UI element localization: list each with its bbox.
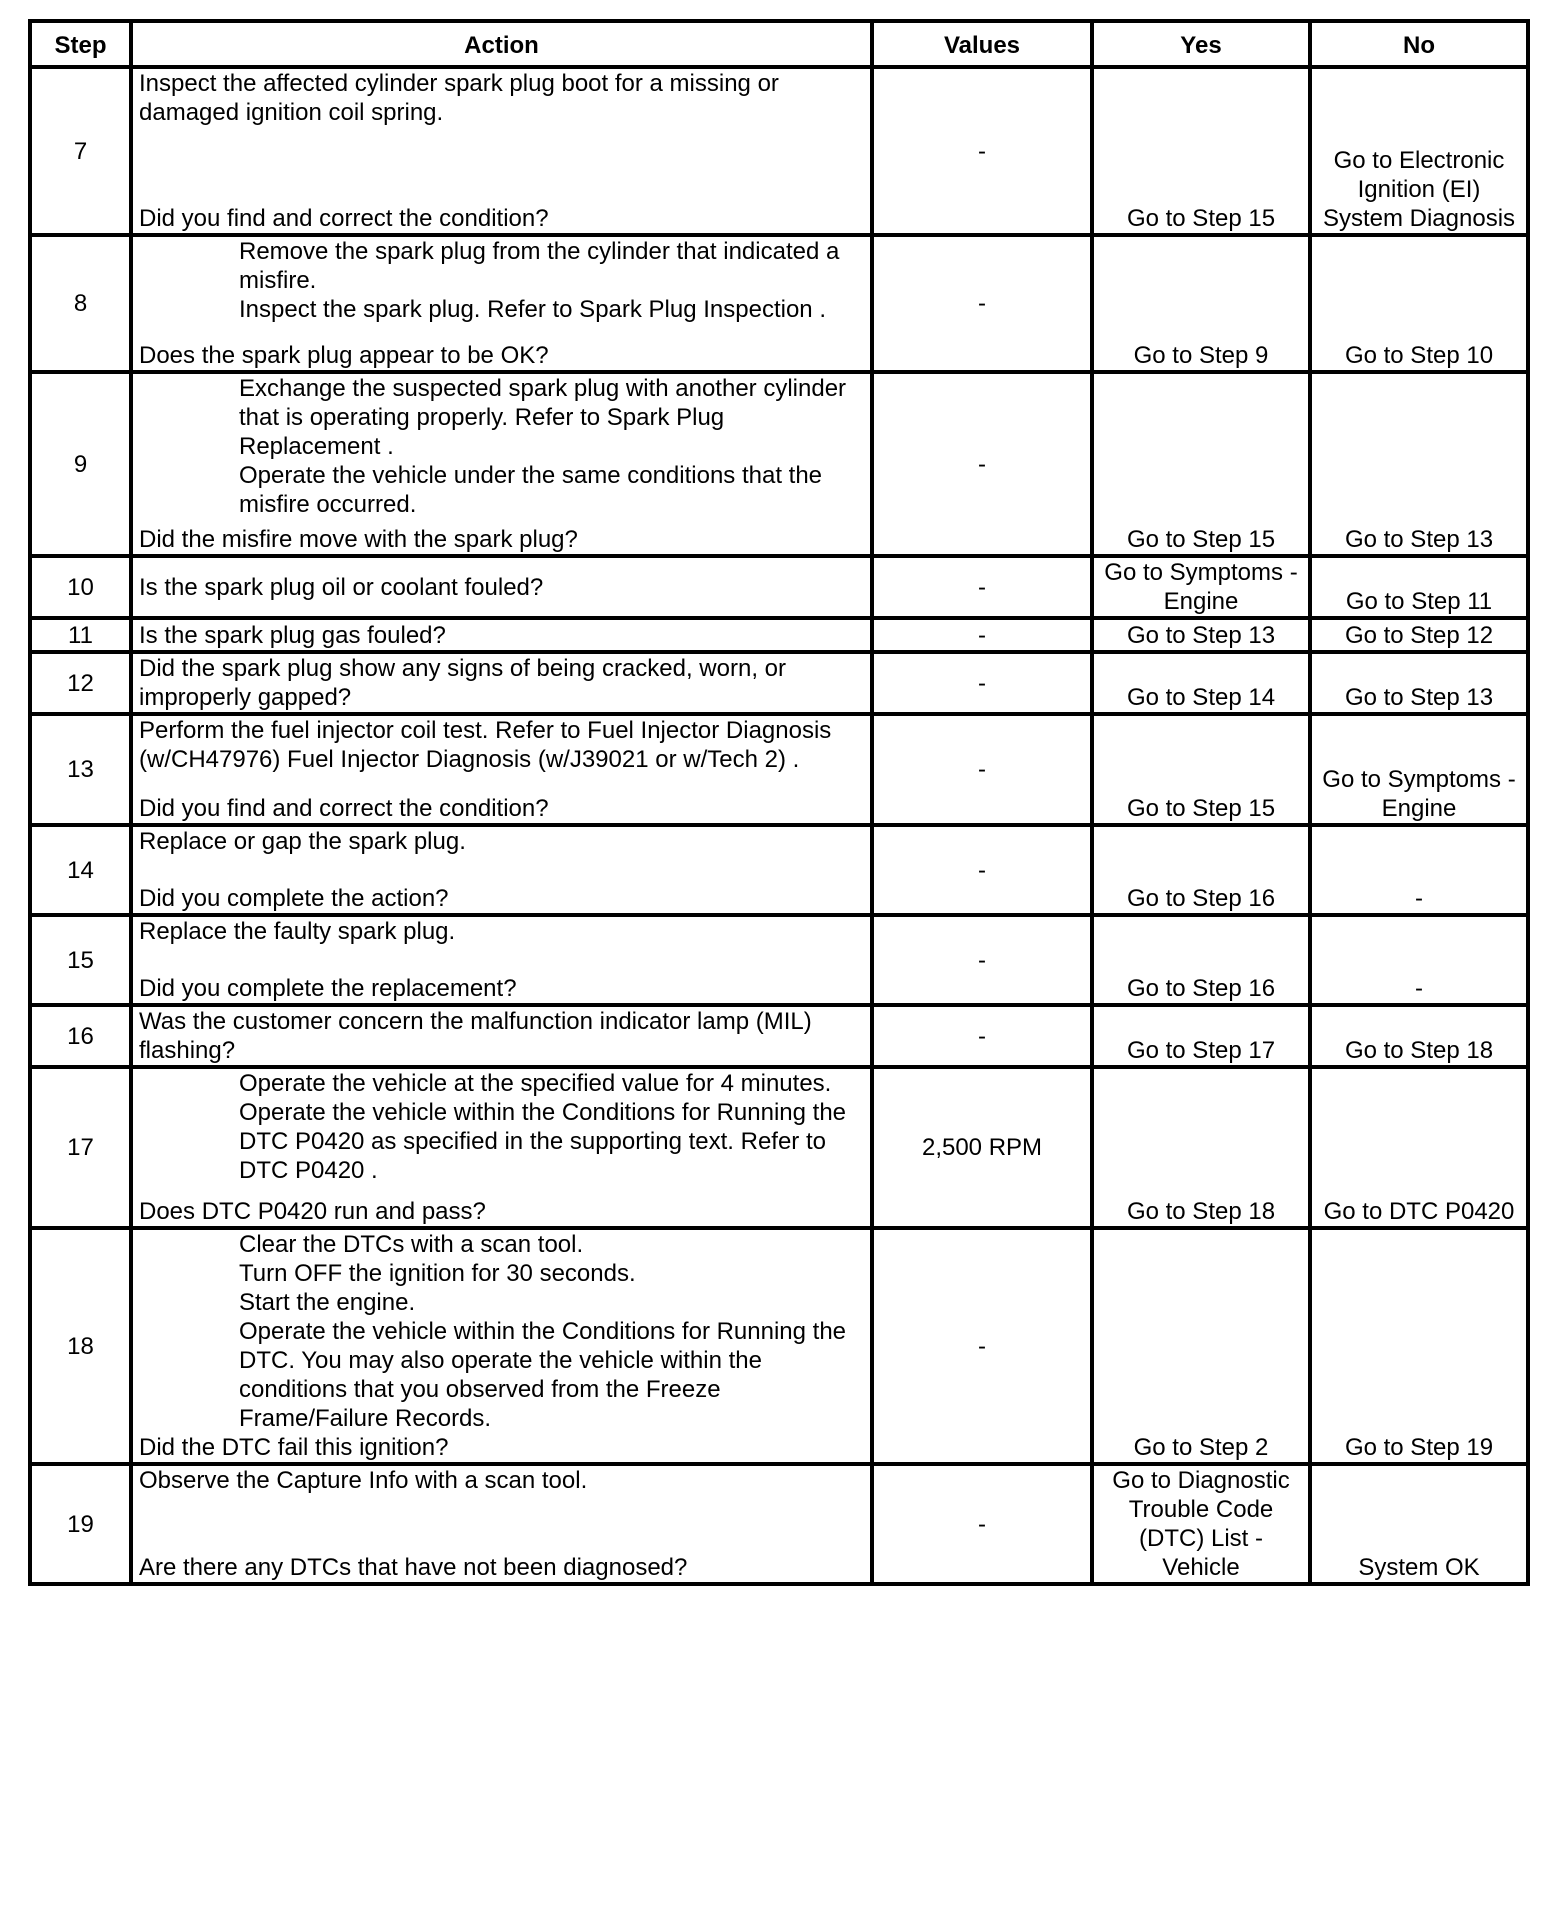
step-number: 7	[30, 67, 131, 235]
table-row	[30, 618, 1528, 652]
action-instructions	[139, 1069, 864, 1185]
step-number: 16	[30, 1005, 131, 1067]
values-cell: -	[872, 714, 1092, 825]
values-cell: -	[872, 67, 1092, 235]
action-content	[139, 620, 864, 650]
yes-cell: Go to Step 18	[1092, 1067, 1310, 1228]
values-cell: -	[872, 1464, 1092, 1584]
action-question: Is the spark plug gas fouled?	[139, 621, 446, 649]
action-question: Does DTC P0420 run and pass?	[139, 1198, 486, 1225]
action-content	[139, 1007, 864, 1065]
action-instructions	[139, 1466, 864, 1495]
action-content	[139, 1069, 864, 1226]
header-action: Action	[131, 21, 872, 67]
action-line: Perform the fuel injector coil test. Refer to Fuel Injector Diagnosis (w/CH47976) Fuel Injector Diagnosis (w/J39021 or w/Tech 2) .	[139, 717, 832, 773]
action-question: Is the spark plug oil or coolant fouled?	[139, 573, 544, 601]
table-body	[30, 67, 1528, 1584]
header-values: Values	[872, 21, 1092, 67]
header-no: No	[1310, 21, 1528, 67]
action-cell	[131, 825, 872, 915]
step-number: 18	[30, 1228, 131, 1464]
action-question: Did you find and correct the condition?	[139, 205, 549, 232]
step-number: 12	[30, 652, 131, 714]
action-content	[139, 374, 864, 554]
action-cell	[131, 235, 872, 372]
action-question: Does the spark plug appear to be OK?	[139, 342, 549, 369]
action-cell	[131, 652, 872, 714]
action-line: Turn OFF the ignition for 30 seconds.	[239, 1260, 636, 1287]
action-line: Inspect the affected cylinder spark plug boot for a missing or damaged ignition coil spring.	[139, 70, 779, 126]
table-row	[30, 1228, 1528, 1464]
action-line: Operate the vehicle under the same conditions that the misfire occurred.	[239, 462, 823, 518]
action-question: Did the spark plug show any signs of being cracked, worn, or improperly gapped?	[139, 655, 787, 711]
table-row	[30, 825, 1528, 915]
action-instructions	[139, 917, 864, 946]
action-line: Operate the vehicle within the Conditions for Running the DTC P0420 as specified in the supporting text. Refer to DTC P0420 .	[239, 1099, 847, 1184]
step-number: 8	[30, 235, 131, 372]
yes-cell: Go to Diagnostic Trouble Code (DTC) List - Vehicle	[1092, 1464, 1310, 1584]
values-cell: 2,500 RPM	[872, 1067, 1092, 1228]
no-cell: -	[1310, 825, 1528, 915]
values-cell: -	[872, 372, 1092, 556]
no-cell: -	[1310, 915, 1528, 1005]
action-line: Remove the spark plug from the cylinder that indicated a misfire.	[239, 238, 840, 294]
action-question: Did you find and correct the condition?	[139, 795, 549, 822]
table-row	[30, 652, 1528, 714]
yes-cell: Go to Step 14	[1092, 652, 1310, 714]
action-instructions	[139, 827, 864, 856]
table-row	[30, 915, 1528, 1005]
no-cell: Go to Step 12	[1310, 618, 1528, 652]
yes-cell: Go to Step 15	[1092, 67, 1310, 235]
values-cell: -	[872, 1005, 1092, 1067]
action-question: Was the customer concern the malfunction indicator lamp (MIL) flashing?	[139, 1008, 812, 1064]
yes-cell: Go to Step 13	[1092, 618, 1310, 652]
yes-cell: Go to Step 9	[1092, 235, 1310, 372]
action-content	[139, 1230, 864, 1462]
action-line: Replace the faulty spark plug.	[139, 918, 456, 945]
no-cell: Go to Step 13	[1310, 372, 1528, 556]
action-content	[139, 558, 864, 616]
table-row	[30, 67, 1528, 235]
step-number: 14	[30, 825, 131, 915]
action-question: Did the DTC fail this ignition?	[139, 1434, 449, 1461]
step-number: 10	[30, 556, 131, 618]
yes-cell: Go to Step 16	[1092, 915, 1310, 1005]
yes-cell: Go to Step 16	[1092, 825, 1310, 915]
action-line: Clear the DTCs with a scan tool.	[239, 1231, 584, 1258]
action-line: Exchange the suspected spark plug with another cylinder that is operating properly. Refer to Spark Plug Replacement .	[239, 375, 847, 460]
no-cell: Go to Step 13	[1310, 652, 1528, 714]
action-cell	[131, 1464, 872, 1584]
header-step: Step	[30, 21, 131, 67]
values-cell: -	[872, 825, 1092, 915]
action-instructions	[139, 374, 864, 519]
action-content	[139, 1466, 864, 1582]
action-instructions	[139, 1230, 864, 1433]
action-line: Observe the Capture Info with a scan tool.	[139, 1467, 588, 1494]
action-question: Did you complete the replacement?	[139, 975, 517, 1002]
yes-cell: Go to Step 2	[1092, 1228, 1310, 1464]
action-line: Replace or gap the spark plug.	[139, 828, 466, 855]
action-content	[139, 917, 864, 1003]
header-row	[30, 21, 1528, 67]
action-question: Are there any DTCs that have not been diagnosed?	[139, 1554, 688, 1581]
no-cell: Go to DTC P0420	[1310, 1067, 1528, 1228]
action-cell	[131, 714, 872, 825]
no-cell: Go to Symptoms - Engine	[1310, 714, 1528, 825]
values-cell: -	[872, 1228, 1092, 1464]
action-instructions	[139, 69, 864, 127]
values-cell: -	[872, 235, 1092, 372]
step-number: 11	[30, 618, 131, 652]
no-cell: Go to Electronic Ignition (EI) System Diagnosis	[1310, 67, 1528, 235]
diagnostic-table	[28, 19, 1530, 1586]
action-cell	[131, 1228, 872, 1464]
action-content	[139, 237, 864, 370]
action-cell	[131, 915, 872, 1005]
action-cell	[131, 556, 872, 618]
values-cell: -	[872, 915, 1092, 1005]
no-cell: Go to Step 19	[1310, 1228, 1528, 1464]
values-cell: -	[872, 618, 1092, 652]
action-instructions	[139, 237, 864, 324]
step-number: 9	[30, 372, 131, 556]
action-question: Did you complete the action?	[139, 885, 449, 912]
action-line: Operate the vehicle within the Conditions for Running the DTC. You may also operate the vehicle within the conditions that you observed from the Freeze Frame/Failure Records.	[239, 1318, 847, 1432]
action-content	[139, 827, 864, 913]
action-line: Start the engine.	[239, 1289, 416, 1316]
action-cell	[131, 67, 872, 235]
table-row	[30, 1067, 1528, 1228]
values-cell: -	[872, 652, 1092, 714]
step-number: 19	[30, 1464, 131, 1584]
action-cell	[131, 1067, 872, 1228]
action-line: Operate the vehicle at the specified value for 4 minutes.	[239, 1070, 832, 1097]
action-content	[139, 654, 864, 712]
action-question: Did the misfire move with the spark plug?	[139, 526, 578, 553]
table-row	[30, 372, 1528, 556]
action-content	[139, 69, 864, 233]
no-cell: Go to Step 10	[1310, 235, 1528, 372]
step-number: 17	[30, 1067, 131, 1228]
table-row	[30, 556, 1528, 618]
table-row	[30, 235, 1528, 372]
no-cell: Go to Step 18	[1310, 1005, 1528, 1067]
table-row	[30, 1005, 1528, 1067]
yes-cell: Go to Step 15	[1092, 714, 1310, 825]
no-cell: Go to Step 11	[1310, 556, 1528, 618]
no-cell: System OK	[1310, 1464, 1528, 1584]
yes-cell: Go to Symptoms - Engine	[1092, 556, 1310, 618]
header-yes: Yes	[1092, 21, 1310, 67]
action-content	[139, 716, 864, 823]
action-line: Inspect the spark plug. Refer to Spark Plug Inspection .	[239, 296, 826, 323]
action-cell	[131, 372, 872, 556]
values-cell: -	[872, 556, 1092, 618]
action-cell	[131, 1005, 872, 1067]
yes-cell: Go to Step 17	[1092, 1005, 1310, 1067]
step-number: 13	[30, 714, 131, 825]
table-row	[30, 1464, 1528, 1584]
yes-cell: Go to Step 15	[1092, 372, 1310, 556]
step-number: 15	[30, 915, 131, 1005]
table-row	[30, 714, 1528, 825]
action-instructions	[139, 716, 864, 774]
action-cell	[131, 618, 872, 652]
